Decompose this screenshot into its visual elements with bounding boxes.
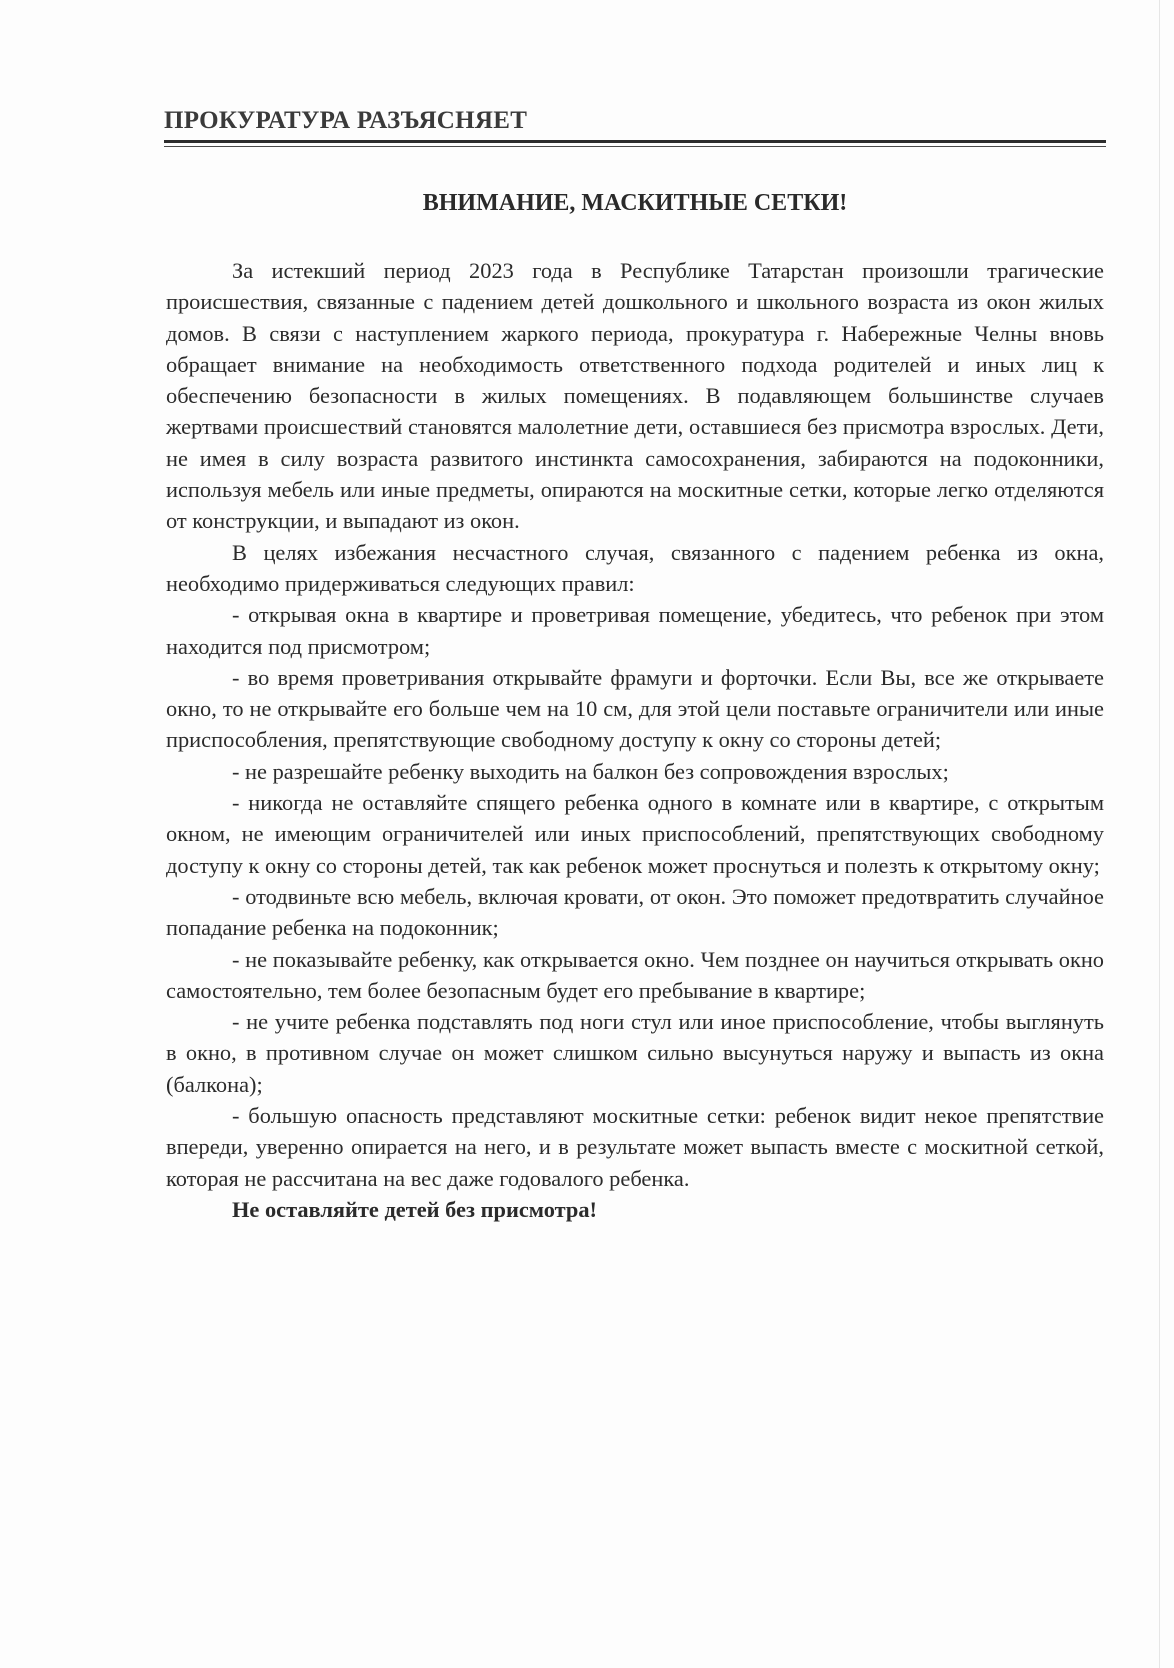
page-edge	[1159, 0, 1160, 1668]
paragraph-intro: За истекший период 2023 года в Республике Татарстан произошли трагические происшествия, связанные с падением детей дошкольного и школьного возраста из окон жилых домов. В связи с наступлением жаркого периода, прокуратура г. Набережные Челны вновь обращает внимание на необходимость ответственного подхода родителей и иных лиц к обеспечению безопасности в жилых помещениях. В подавляющем большинстве случаев жертвами происшествий становятся малолетние дети, оставшиеся без присмотра взрослых. Дети, не имея в силу возраста развитого инстинкта самосохранения, забираются на подоконники, используя мебель или иные предметы, опираются на москитные сетки, которые легко отделяются от конструкции, и выпадают из окон.	[166, 258, 1104, 534]
rule-item: - во время проветривания открывайте фрамуги и форточки. Если Вы, все же открываете окно, то не открывайте его больше чем на 10 см, для этой цели поставьте ограничители или иные приспособления, препятствующие свободному доступу к окну со стороны детей;	[166, 664, 1104, 753]
rule-item: - большую опасность представляют москитные сетки: ребенок видит некое препятствие впереди, уверенно опирается на него, и в результате может выпасть вместе с москитной сеткой, которая не рассчитана на вес даже годовалого ребенка.	[166, 1103, 1104, 1191]
rule-item: - открывая окна в квартире и проветривая помещение, убедитесь, что ребенок при этом находится под присмотром;	[166, 602, 1104, 659]
rule-item: - не разрешайте ребенку выходить на балкон без сопровождения взрослых;	[232, 758, 949, 784]
closing-statement: Не оставляйте детей без присмотра!	[232, 1196, 598, 1222]
rule-item: - не показывайте ребенку, как открывается окно. Чем позднее он научиться открывать окно самостоятельно, тем более безопасным будет его пребывание в квартире;	[166, 946, 1104, 1003]
header-title: ПРОКУРАТУРА РАЗЪЯСНЯЕТ	[164, 107, 528, 134]
paragraph-rules-intro: В целях избежания несчастного случая, связанного с падением ребенка из окна, необходимо придерживаться следующих правил:	[166, 539, 1104, 596]
header	[164, 106, 1106, 147]
header-rule-thin	[164, 146, 1106, 147]
document-title: ВНИМАНИЕ, МАСКИТНЫЕ СЕТКИ!	[422, 190, 848, 216]
rule-item: - отодвиньте всю мебель, включая кровати, от окон. Это поможет предотвратить случайное попадание ребенка на подоконник;	[166, 883, 1104, 941]
rule-item: - никогда не оставляйте спящего ребенка одного в комнате или в квартире, с открытым окном, не имеющим ограничителей или иных приспособлений, препятствующих свободному доступу к окну со стороны детей, так как ребенок может проснуться и полезть к открытому окну;	[166, 790, 1104, 878]
header-rule-thick	[164, 140, 1106, 143]
rule-item: - не учите ребенка подставлять под ноги стул или иное приспособление, чтобы выглянуть в окно, в противном случае он может слишком сильно высунуться наружу и выпасть из окна (балкона);	[166, 1009, 1104, 1097]
document-body	[166, 255, 1104, 1225]
